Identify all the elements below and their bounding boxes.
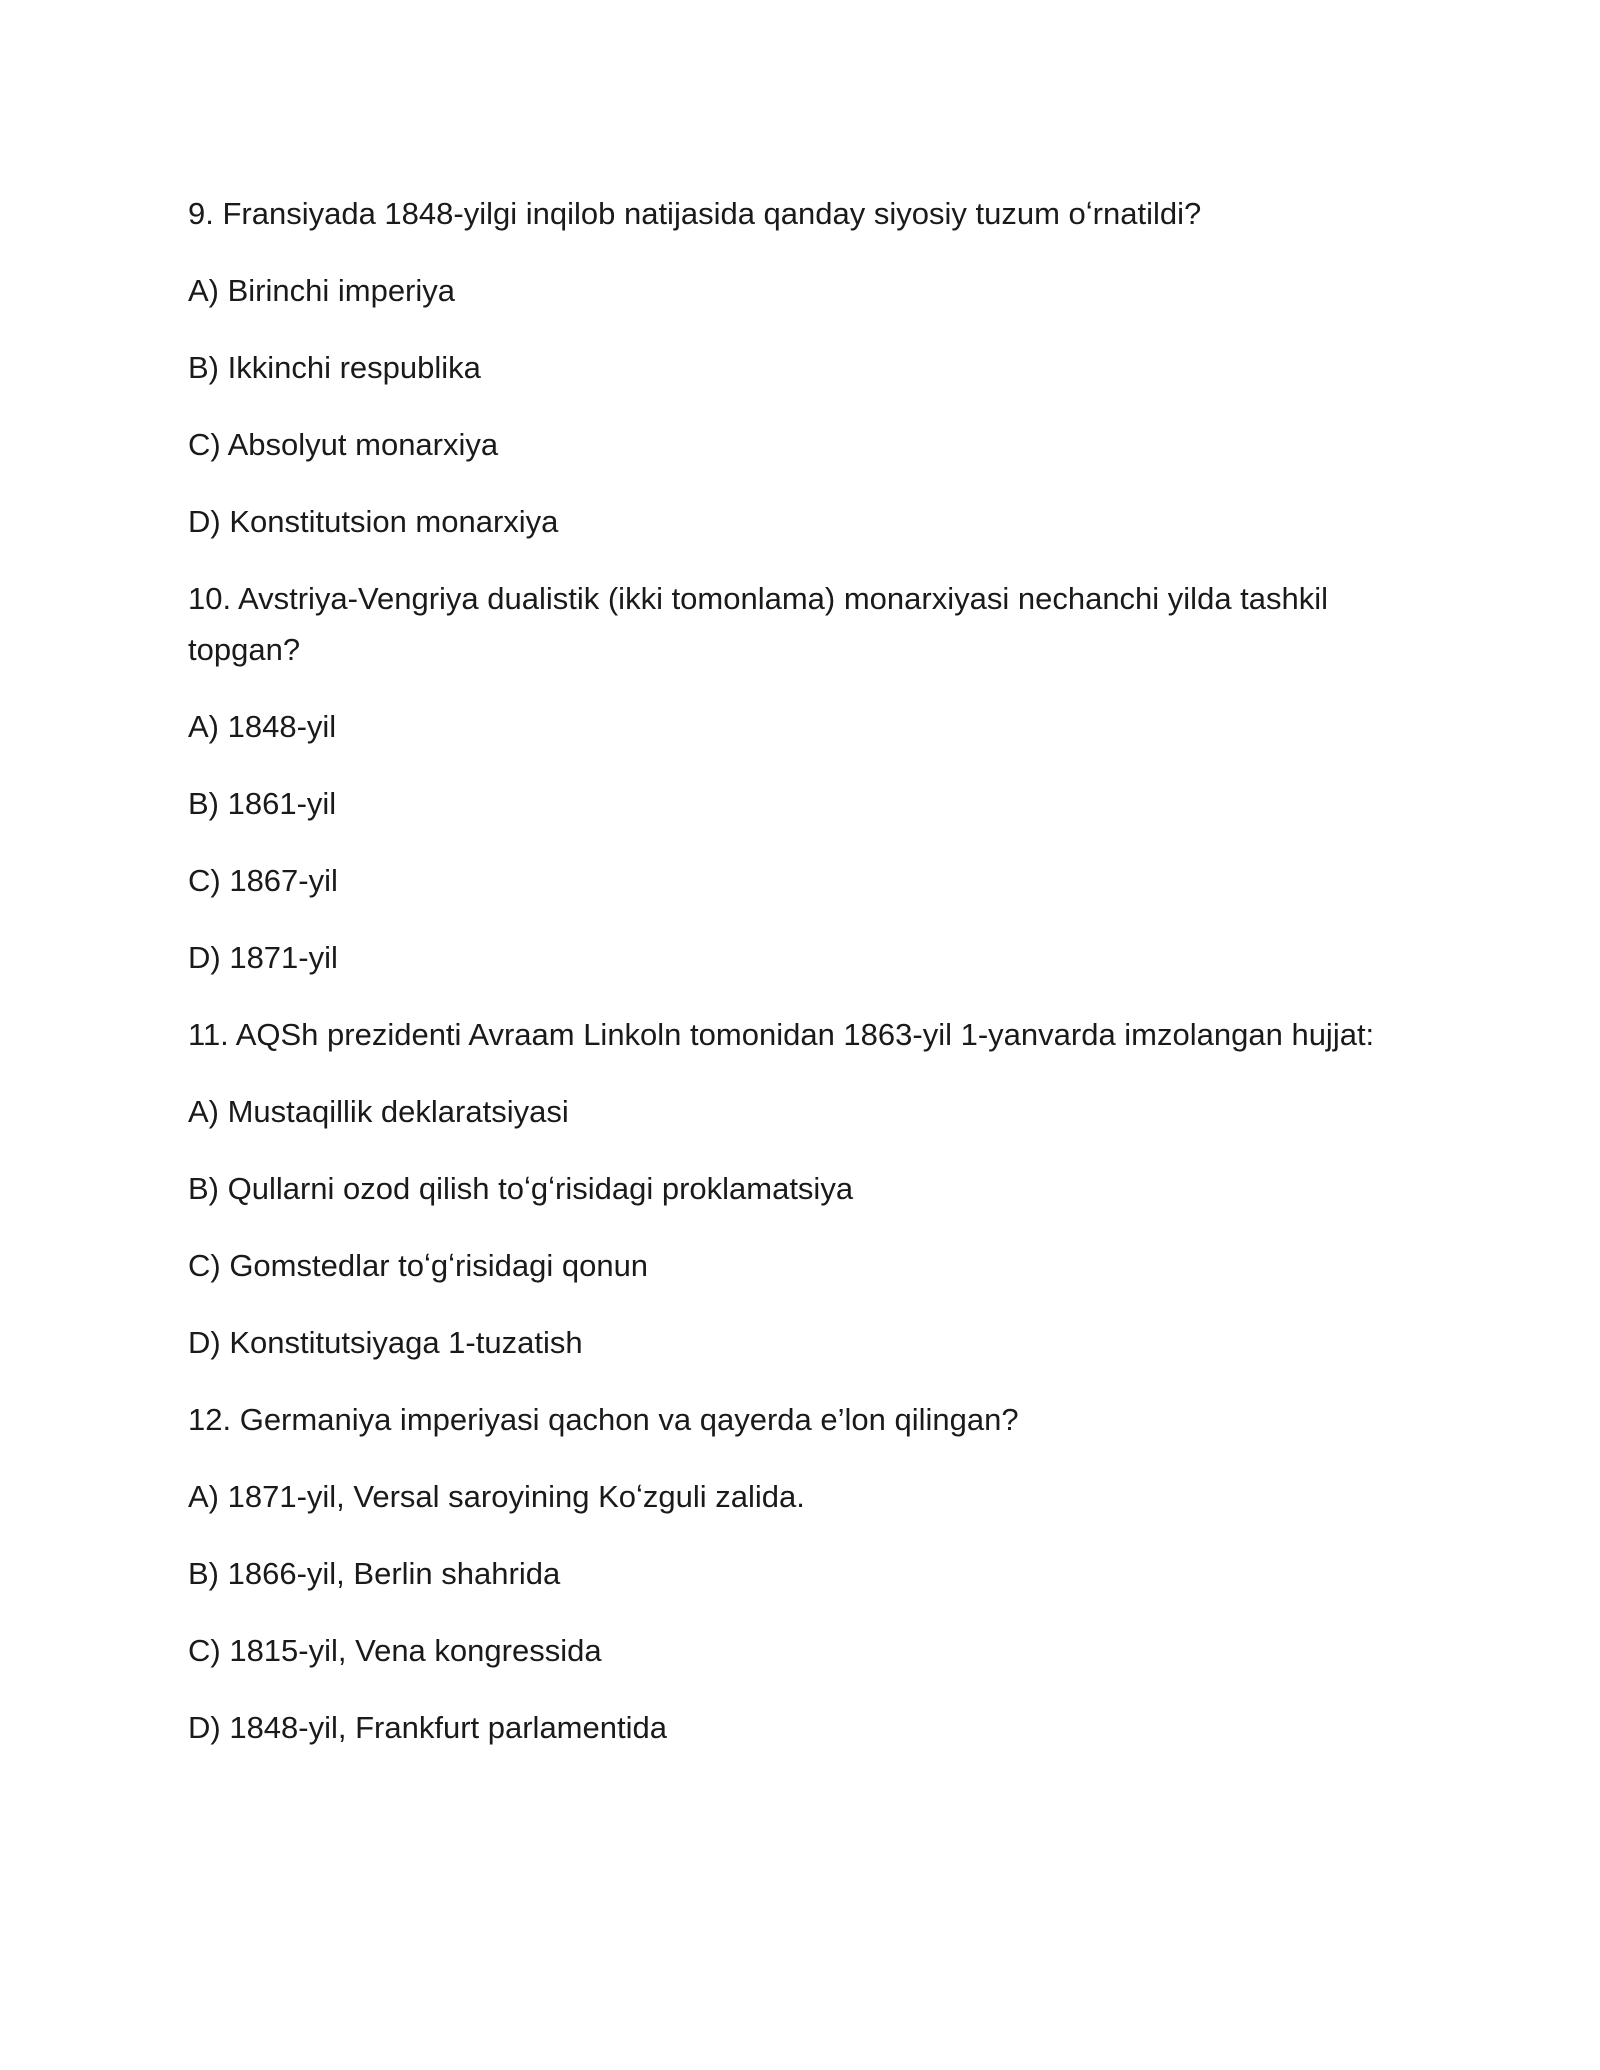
answer-option-a: A) Birinchi imperiya	[188, 273, 456, 308]
answer-option-b: B) Ikkinchi respublika	[188, 350, 481, 385]
question-block-10	[188, 573, 1388, 983]
answer-option-b: B) 1866-yil, Berlin shahrida	[188, 1556, 561, 1591]
answer-option-d: D) Konstitutsiyaga 1-tuzatish	[188, 1325, 583, 1360]
answer-option-a: A) 1848-yil	[188, 709, 337, 744]
question-text: 10. Avstriya-Vengriya dualistik (ikki tomonlama) monarxiyasi nechanchi yilda tashkil topgan?	[188, 581, 1329, 667]
answer-option-c: C) 1815-yil, Vena kongressida	[188, 1633, 602, 1668]
question-block-9	[188, 188, 1388, 547]
answer-option-d: D) 1871-yil	[188, 940, 338, 975]
question-block-11	[188, 1009, 1388, 1368]
question-block-12	[188, 1394, 1388, 1753]
document-content	[188, 188, 1388, 1779]
answer-option-d: D) Konstitutsion monarxiya	[188, 504, 559, 539]
question-text: 9. Fransiyada 1848-yilgi inqilob natijasida qanday siyosiy tuzum oʻrnatildi?	[188, 196, 1202, 231]
question-text: 12. Germaniya imperiyasi qachon va qayerda e’lon qilingan?	[188, 1402, 1019, 1437]
answer-option-a: A) Mustaqillik deklaratsiyasi	[188, 1094, 569, 1129]
answer-option-c: C) Gomstedlar toʻgʻrisidagi qonun	[188, 1248, 649, 1283]
answer-option-c: C) 1867-yil	[188, 863, 338, 898]
answer-option-a: A) 1871-yil, Versal saroyining Koʻzguli zalida.	[188, 1479, 805, 1514]
answer-option-c: C) Absolyut monarxiya	[188, 427, 499, 462]
question-text: 11. AQSh prezidenti Avraam Linkoln tomonidan 1863-yil 1-yanvarda imzolangan hujjat:	[188, 1017, 1375, 1052]
answer-option-b: B) Qullarni ozod qilish toʻgʻrisidagi proklamatsiya	[188, 1171, 854, 1206]
answer-option-b: B) 1861-yil	[188, 786, 337, 821]
answer-option-d: D) 1848-yil, Frankfurt parlamentida	[188, 1710, 667, 1745]
